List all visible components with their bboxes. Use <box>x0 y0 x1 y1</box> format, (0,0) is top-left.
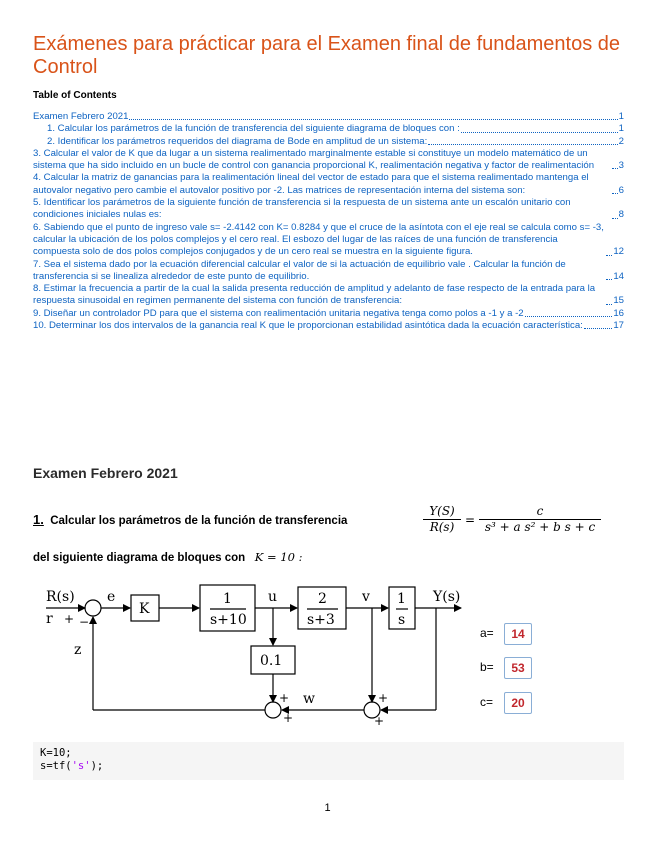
integrator-block <box>389 587 415 629</box>
k-block <box>131 595 159 621</box>
toc-entry[interactable]: 4. Calcular la matriz de ganancias para la realimentación lineal del vector de estado para que el sistema realimentado mantenga el autovalor negativo pero cambie el autovalor positivo por -2. Las matrices de representación interna del sistema son: 6 <box>33 172 624 196</box>
plant-block-2 <box>298 587 346 629</box>
answer-label: a= <box>480 626 494 641</box>
table-of-contents <box>33 111 624 332</box>
summing-junction-3 <box>364 702 380 718</box>
block3-den: s <box>398 612 406 628</box>
toc-entry[interactable]: 8. Estimar la frecuencia a partir de la cual la salida presenta reducción de amplitud y adelanto de fase respecto de la entrada para la respuesta sinusoidal en regimen permanente del sistema con función de transferencia: 15 <box>33 283 624 307</box>
answer-label: c= <box>480 695 494 710</box>
answer-value-box[interactable]: 53 <box>504 657 532 679</box>
question-1-line2 <box>33 550 302 564</box>
question-number: 1. <box>33 512 44 527</box>
minus-sign: − <box>79 615 90 629</box>
summing-junction-1 <box>85 600 101 616</box>
toc-entry[interactable]: Examen Febrero 2021 1 <box>33 111 624 122</box>
toc-heading: Table of Contents <box>33 90 117 101</box>
question-text-cont: del siguiente diagrama de bloques con <box>33 552 246 564</box>
answer-b <box>480 657 532 679</box>
code-line: K=10; <box>40 747 72 759</box>
toc-entry[interactable]: 1. Calcular los parámetros de la función de transferencia del siguiente diagrama de bloques con : 1 <box>47 123 624 135</box>
block1-den: s+10 <box>210 612 247 628</box>
answer-a <box>480 623 532 645</box>
section-title: Examen Febrero 2021 <box>33 465 178 481</box>
gain-block-label: 0.1 <box>260 653 283 669</box>
v-label: v <box>362 589 370 605</box>
error-label: e <box>107 589 116 605</box>
answer-value-box[interactable]: 14 <box>504 623 532 645</box>
block1-num: 1 <box>223 591 232 607</box>
toc-entry[interactable]: 9. Diseñar un controlador PD para que el sistema con realimentación unitaria negativa tenga como polos a -1 y a -2 16 <box>33 307 624 319</box>
summing-junction-2 <box>265 702 281 718</box>
answer-c <box>480 692 532 714</box>
r-label: r <box>46 611 53 627</box>
plus-sign: + <box>283 711 294 725</box>
block2-num: 2 <box>318 591 327 607</box>
tf-rhs-denominator: s³ + a s² + b s + c <box>484 520 596 534</box>
k-block-label: K <box>139 601 150 617</box>
page-number: 1 <box>324 802 331 814</box>
answer-label: b= <box>480 660 494 675</box>
tf-lhs-fraction <box>423 504 461 535</box>
answer-value-box[interactable]: 20 <box>504 692 532 714</box>
question-text: Calcular los parámetros de la función de transferencia <box>50 515 348 527</box>
plus-sign: + <box>64 612 75 626</box>
toc-entry[interactable]: 2. Identificar los parámetros requeridos del diagrama de Bode en amplitud de un sistema: 2 <box>47 135 624 147</box>
plus-sign: + <box>378 691 389 705</box>
k-value: K = 10 : <box>254 550 303 564</box>
question-1-heading <box>33 512 347 527</box>
plus-sign: + <box>374 714 385 728</box>
tf-rhs-fraction <box>479 504 601 535</box>
code-line: s=tf('s'); <box>40 760 104 772</box>
gain-block <box>251 646 295 674</box>
tf-rhs-numerator: c <box>479 504 601 520</box>
plus-sign: + <box>279 691 290 705</box>
tf-lhs-numerator: Y(S) <box>423 504 461 520</box>
equals-sign: = <box>464 513 476 527</box>
code-block[interactable] <box>33 742 624 780</box>
block2-den: s+3 <box>307 612 335 628</box>
w-label: w <box>303 691 315 707</box>
toc-entry[interactable]: 10. Determinar los dos intervalos de la ganancia real K que le proporcionan estabilidad asintótica dada la ecuación característica: 17 <box>33 320 624 332</box>
tf-lhs-denominator: R(s) <box>429 520 455 534</box>
u-label: u <box>268 589 278 605</box>
z-label: z <box>74 642 82 658</box>
page-title: Exámenes para prácticar para el Examen final de fundamentos de Control <box>33 33 621 78</box>
toc-entry[interactable]: 3. Calcular el valor de K que da lugar a un sistema realimentado marginalmente estable si constituye un modelo matemático de un sistema que ha sido incluido en un bucle de control con ganancia proporcional K, realimentación negativa y factor de realimentación 3 <box>33 147 624 172</box>
plant-block-1 <box>200 585 255 631</box>
toc-entry[interactable]: 7. Sea el sistema dado por la ecuación diferencial calcular el valor de si la actuación de equilibrio vale . Calcular la función de transferencia si se linealiza alrededor de este punto de equilibrio. 14 <box>33 258 624 282</box>
toc-entry[interactable]: 5. Identificar los parámetros de la siguiente función de transferencia si la respuesta de un sistema ante un escalón unitario con condiciones iniciales nulas es: 8 <box>33 197 624 221</box>
block3-num: 1 <box>397 591 406 607</box>
toc-entry[interactable]: 6. Sabiendo que el punto de ingreso vale s= -2.4142 con K= 0.8284 y que el cruce de la asíntota con el eje real se calcula como s= -3, calcular la ubicación de los polos complejos y el cero real. El esbozo del lugar de las raíces de una función de transferencia compuesta solo de dos polos complejos conjugados y de un cero real se muestra en la siguiente figura. 12 <box>33 221 624 258</box>
output-label: Y(s) <box>433 589 461 605</box>
input-label: R(s) <box>46 589 75 605</box>
